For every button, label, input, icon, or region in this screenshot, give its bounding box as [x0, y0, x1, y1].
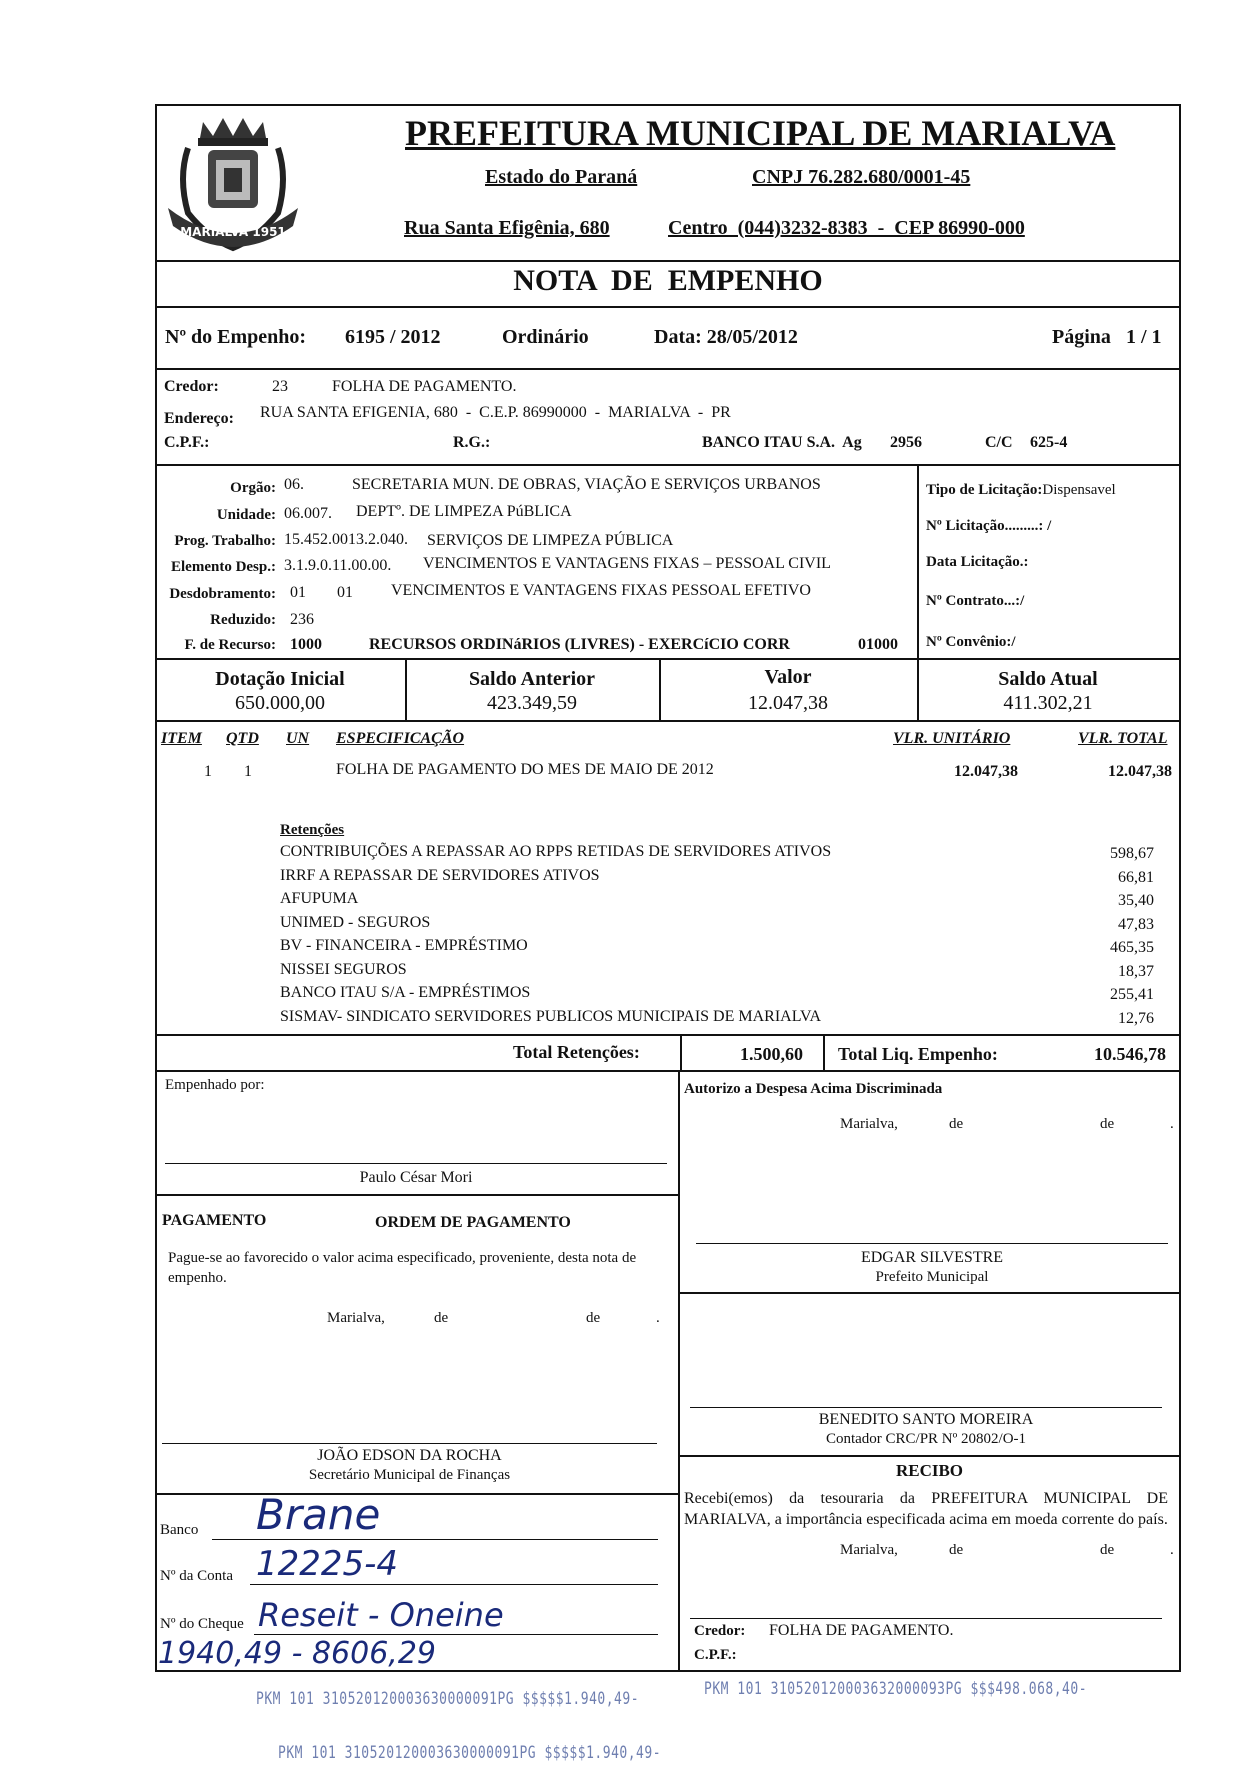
retencoes-title: Retenções: [280, 822, 345, 838]
saldo-atual-value: 411.302,21: [1003, 692, 1093, 714]
recibo-local: Marialva,: [840, 1542, 898, 1558]
conta-label: Nº da Conta: [160, 1568, 233, 1584]
divider: [678, 1070, 680, 1672]
cpf-label: C.P.F.:: [164, 434, 210, 451]
desdobramento-label: Desdobramento:: [169, 586, 276, 602]
col-item: ITEM: [161, 730, 202, 747]
recurso-code: 1000: [290, 636, 322, 653]
retencao-description: AFUPUMA: [280, 890, 359, 907]
divider: [678, 1455, 1181, 1457]
recibo-texto: Recebi(emos) da tesouraria da PREFEITURA MUNICIPAL DE MARIALVA, a importância especificada acima em moeda corrente do país.: [684, 1490, 1168, 1528]
item-qtd: 1: [244, 763, 252, 780]
dotacao-value: 650.000,00: [235, 692, 325, 714]
unidade-label: Unidade:: [216, 507, 276, 523]
item-number: 1: [204, 763, 212, 780]
street-address: Rua Santa Efigênia, 680: [404, 217, 610, 239]
recibo-title: RECIBO: [895, 1461, 964, 1480]
divider: [155, 658, 1181, 660]
cnpj: CNPJ 76.282.680/0001-45: [752, 166, 971, 188]
total-liquido-value: 10.546,78: [1094, 1044, 1166, 1064]
credor-code: 23: [272, 378, 288, 395]
retencao-description: IRRF A REPASSAR DE SERVIDORES ATIVOS: [280, 866, 600, 884]
elemento-code: 3.1.9.0.11.00.00.: [284, 557, 392, 574]
cc-label: C/C: [985, 434, 1013, 451]
retencao-value: 12,76: [1118, 1009, 1154, 1027]
col-espec: ESPECIFICAÇÃO: [336, 730, 465, 747]
recibo-de2: de: [1100, 1542, 1115, 1558]
retencao-value: 255,41: [1110, 986, 1154, 1003]
autorizo-de2: de: [1100, 1116, 1115, 1132]
divider: [678, 1292, 1181, 1294]
recibo-dot: .: [1170, 1542, 1174, 1558]
retencao-value: 18,37: [1118, 962, 1154, 980]
contador-nome: BENEDITO SANTO MOREIRA: [818, 1411, 1034, 1428]
divider: [155, 1194, 678, 1196]
elemento-name: VENCIMENTOS E VANTAGENS FIXAS – PESSOAL CIVIL: [423, 555, 831, 572]
elemento-label: Elemento Desp.:: [171, 559, 276, 575]
bank-stamp: PKM 101 310520120003630000091PG $$$$$1.940,49-: [256, 1689, 640, 1710]
secretario-cargo: Secretário Municipal de Finanças: [308, 1467, 511, 1483]
empenho-type: Ordinário: [502, 326, 589, 348]
licitacao-tipo: [926, 482, 1116, 499]
recurso-name: RECURSOS ORDINáRIOS (LIVRES) - EXERCíCIO CORR: [369, 636, 790, 653]
conta-handwritten: 12225-4: [256, 1544, 399, 1584]
desdobramento-name: VENCIMENTOS E VANTAGENS FIXAS PESSOAL EFETIVO: [391, 582, 811, 599]
dotacao-label: Dotação Inicial: [215, 668, 345, 690]
prog-code: 15.452.0013.2.040.: [284, 531, 408, 548]
banco-line: [212, 1539, 658, 1540]
pagamento-texto: Pague-se ao favorecido o valor acima especificado, proveniente, desta nota de empenho.: [168, 1250, 637, 1286]
reduzido-value: 236: [290, 611, 314, 628]
empenho-number-label: Nº do Empenho:: [165, 326, 307, 348]
municipal-crest-icon: [158, 108, 308, 258]
divider: [155, 260, 1181, 262]
desdobramento-a: 01: [290, 584, 306, 601]
col-total: VLR. TOTAL: [1078, 730, 1168, 747]
autorizo-dot: .: [1170, 1116, 1174, 1132]
total-liquido-label: Total Liq. Empenho:: [838, 1044, 998, 1064]
pagamento-label: PAGAMENTO: [162, 1212, 267, 1229]
retencao-description: BANCO ITAU S/A - EMPRÉSTIMOS: [280, 984, 531, 1001]
empenhado-label: Empenhado por:: [165, 1077, 265, 1093]
col-un: UN: [286, 730, 310, 747]
pagamento-de1: de: [434, 1310, 449, 1326]
unidade-code: 06.007.: [284, 505, 332, 522]
recibo-de1: de: [949, 1542, 964, 1558]
licitacao-data: Data Licitação.:: [926, 554, 1029, 570]
item-total-value: 12.047,38: [1108, 763, 1172, 780]
bank-name: BANCO ITAU S.A. Ag: [702, 434, 862, 451]
contrato-numero: Nº Contrato...:/: [926, 593, 1025, 609]
licitacao-numero: Nº Licitação.........: /: [926, 518, 1052, 534]
signature-line: [696, 1243, 1168, 1244]
item-description: FOLHA DE PAGAMENTO DO MES DE MAIO DE 2012: [336, 761, 714, 778]
rg-label: R.G.:: [453, 434, 491, 451]
divider: [680, 1034, 682, 1072]
divider: [823, 1034, 825, 1072]
retencao-description: BV - FINANCEIRA - EMPRÉSTIMO: [280, 937, 528, 954]
bank-stamp: PKM 101 310520120003630000091PG $$$$$1.940,49-: [278, 1743, 662, 1764]
pagamento-de2: de: [586, 1310, 601, 1326]
signature-line: [165, 1163, 667, 1164]
banco-handwritten: Brane: [256, 1490, 381, 1539]
retencao-description: NISSEI SEGUROS: [280, 960, 407, 978]
pagamento-local: Marialva,: [327, 1310, 385, 1326]
contact-info: Centro (044)3232-8383 - CEP 86990-000: [668, 217, 1025, 239]
orgao-code: 06.: [284, 476, 304, 493]
valor-value: 12.047,38: [748, 692, 828, 714]
total-retencoes-label: Total Retenções:: [513, 1042, 640, 1062]
retencao-value: 465,35: [1110, 939, 1154, 956]
cheque-handwritten-amounts: 1940,49 - 8606,29: [158, 1636, 437, 1671]
valor-label: Valor: [764, 666, 812, 688]
retencao-description: CONTRIBUIÇÕES A REPASSAR AO RPPS RETIDAS DE SERVIDORES ATIVOS: [280, 843, 832, 860]
conta-line: [250, 1584, 658, 1585]
convenio-numero: Nº Convênio:/: [926, 634, 1016, 650]
banco-label: Banco: [160, 1522, 199, 1538]
retencao-description: UNIMED - SEGUROS: [280, 913, 431, 931]
bank-stamp: PKM 101 310520120003632000093PG $$$498.068,40-: [704, 1679, 1088, 1700]
col-unit: VLR. UNITÁRIO: [893, 730, 1011, 747]
secretario-nome: JOÃO EDSON DA ROCHA: [317, 1447, 502, 1464]
empenho-number: 6195 / 2012: [345, 326, 441, 348]
reduzido-label: Reduzido:: [210, 612, 276, 628]
retencao-value: 66,81: [1118, 868, 1154, 886]
signature-line: [690, 1407, 1162, 1408]
saldo-atual-label: Saldo Atual: [998, 668, 1098, 690]
institution-title: PREFEITURA MUNICIPAL DE MARIALVA: [405, 113, 1116, 153]
unidade-name: DEPTº. DE LIMPEZA PúBLICA: [356, 503, 572, 520]
recibo-cpf-label: C.P.F.:: [694, 1647, 737, 1663]
prefeito-cargo: Prefeito Municipal: [875, 1269, 989, 1285]
address: RUA SANTA EFIGENIA, 680 - C.E.P. 86990000 - MARIALVA - PR: [260, 404, 731, 421]
divider: [155, 1034, 1181, 1036]
licitacao-tipo-value: Dispensavel: [1042, 482, 1116, 498]
retencao-value: 47,83: [1118, 915, 1154, 933]
document-title: NOTA DE EMPENHO: [513, 264, 823, 297]
col-qtd: QTD: [226, 730, 259, 747]
crest-text: MARIALVA 1951: [180, 225, 286, 239]
pagamento-dot: .: [656, 1310, 660, 1326]
orgao-name: SECRETARIA MUN. DE OBRAS, VIAÇÃO E SERVIÇOS URBANOS: [352, 476, 821, 493]
prog-label: Prog. Trabalho:: [174, 533, 276, 549]
recurso-label: F. de Recurso:: [184, 637, 276, 653]
retencao-description: SISMAV- SINDICATO SERVIDORES PUBLICOS MUNICIPAIS DE MARIALVA: [280, 1007, 822, 1025]
signature-line: [690, 1618, 1162, 1619]
autorizo-de1: de: [949, 1116, 964, 1132]
divider: [155, 464, 1181, 466]
signature-line: [162, 1443, 657, 1444]
desdobramento-b: 01: [337, 584, 353, 601]
prefeito-nome: EDGAR SILVESTRE: [860, 1249, 1004, 1266]
contador-cargo: Contador CRC/PR Nº 20802/O-1: [825, 1431, 1027, 1447]
saldo-anterior-value: 423.349,59: [487, 692, 577, 714]
autorizo-local: Marialva,: [840, 1116, 898, 1132]
orgao-label: Orgão:: [230, 480, 276, 496]
state-name: Estado do Paraná: [485, 166, 638, 188]
prog-name: SERVIÇOS DE LIMPEZA PÚBLICA: [427, 532, 674, 549]
divider: [155, 306, 1181, 308]
recurso-number: 01000: [858, 636, 898, 653]
retencao-value: 35,40: [1118, 892, 1154, 909]
autorizo-text: Autorizo a Despesa Acima Discriminada: [684, 1081, 943, 1097]
address-label: Endereço:: [164, 410, 234, 427]
item-unit-value: 12.047,38: [954, 763, 1018, 780]
divider: [155, 1493, 678, 1495]
divider: [155, 1070, 1181, 1072]
divider: [917, 464, 919, 660]
credor-name: FOLHA DE PAGAMENTO.: [332, 378, 517, 395]
licitacao-tipo-label: Tipo de Licitação:: [926, 482, 1043, 498]
cheque-label: Nº do Cheque: [160, 1616, 244, 1632]
empenho-date: Data: 28/05/2012: [654, 326, 798, 348]
credor-label: Credor:: [164, 378, 219, 395]
recibo-credor: FOLHA DE PAGAMENTO.: [769, 1622, 954, 1639]
page-label: Página: [1052, 326, 1111, 348]
ordem-pagamento-title: ORDEM DE PAGAMENTO: [375, 1214, 571, 1231]
recibo-credor-label: Credor:: [694, 1623, 746, 1639]
divider: [155, 368, 1181, 370]
cheque-handwritten: Reseit - Oneine: [258, 1596, 504, 1634]
bank-agency: 2956: [890, 434, 922, 451]
page-number: 1 / 1: [1126, 326, 1162, 348]
cheque-line: [254, 1634, 658, 1635]
total-retencoes-value: 1.500,60: [740, 1044, 803, 1064]
saldo-anterior-label: Saldo Anterior: [468, 668, 596, 690]
retencao-value: 598,67: [1110, 845, 1154, 862]
empenhado-nome: Paulo César Mori: [359, 1169, 473, 1186]
cc-number: 625-4: [1030, 434, 1068, 451]
divider: [155, 720, 1181, 722]
